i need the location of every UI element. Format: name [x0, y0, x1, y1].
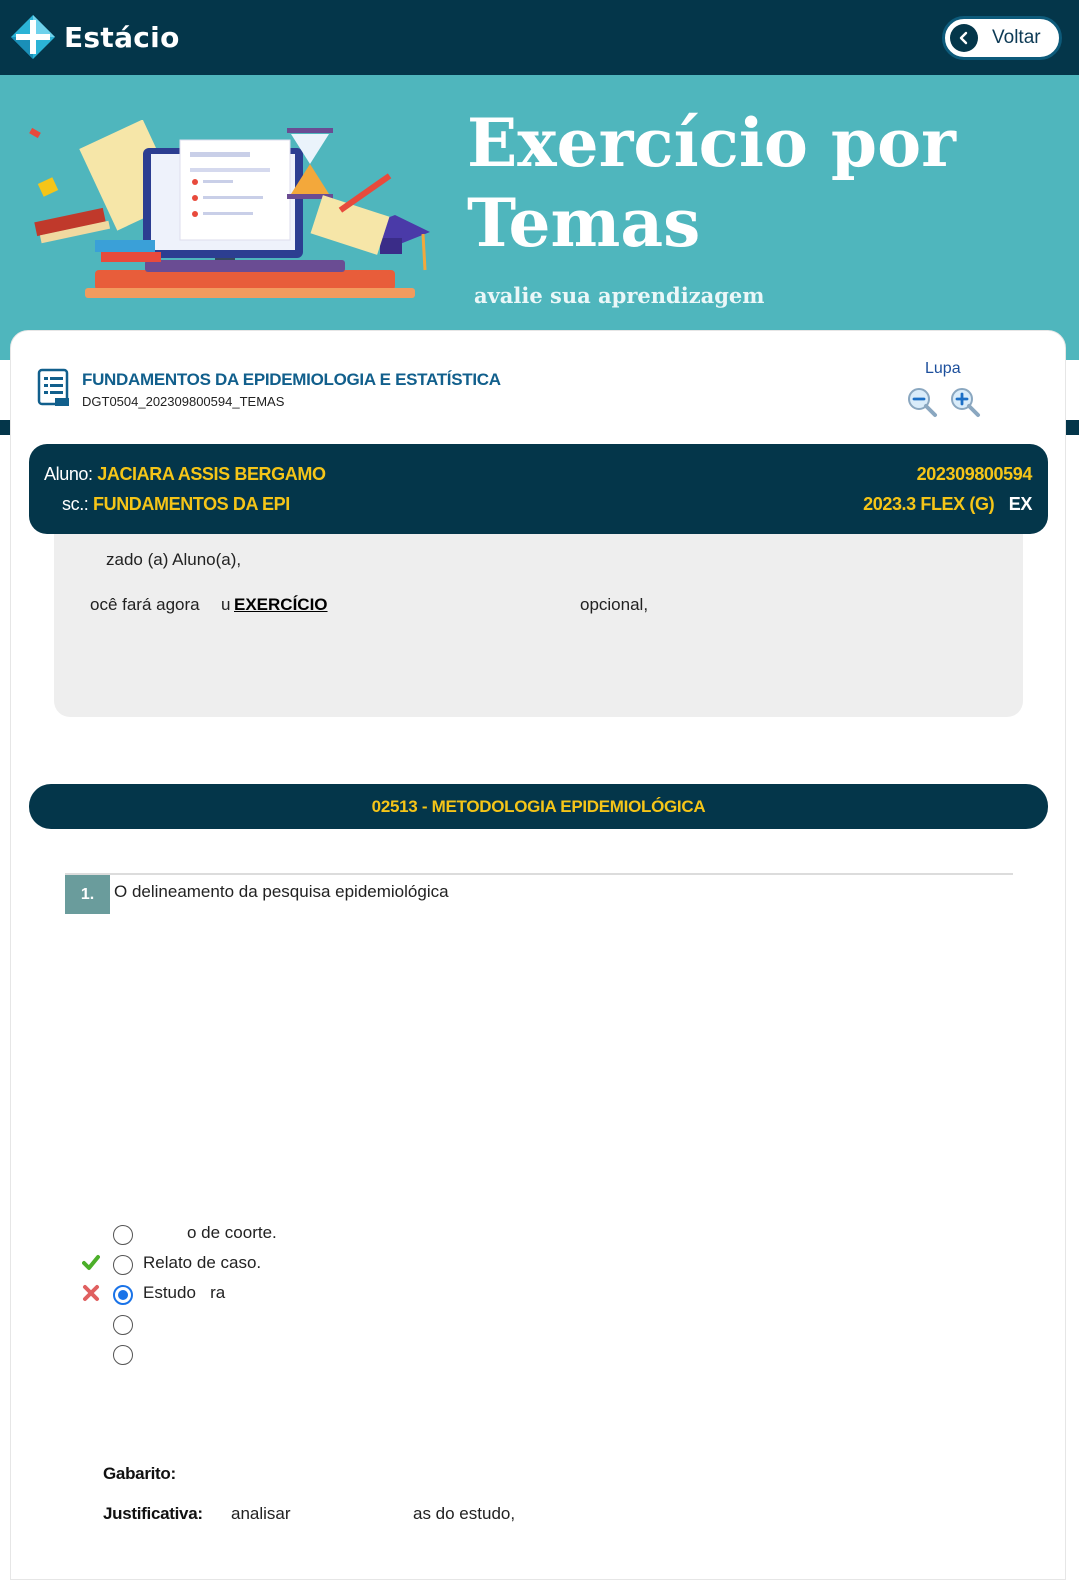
course-title: FUNDAMENTOS DA EPIDEMIOLOGIA E ESTATÍSTICA	[82, 370, 501, 389]
gabarito-label: Gabarito:	[103, 1464, 176, 1483]
option-radio-2[interactable]	[113, 1255, 133, 1275]
topic-header	[29, 784, 1048, 829]
discipline-row	[62, 494, 290, 515]
zoom-in-icon[interactable]	[949, 386, 981, 418]
question-divider	[65, 873, 1013, 875]
topic-label: 02513 - METODOLOGIA EPIDEMIOLÓGICA	[371, 796, 706, 816]
option-radio-1[interactable]	[113, 1225, 133, 1245]
back-label: Voltar	[992, 27, 1041, 48]
zoom-out-icon[interactable]	[906, 386, 938, 418]
option-text-2: Relato de caso.	[143, 1253, 262, 1272]
logo[interactable]	[10, 14, 180, 60]
student-info-bar	[29, 444, 1048, 534]
question-text: O delineamento da pesquisa epidemiológica	[114, 882, 449, 901]
hero-banner	[0, 75, 1079, 360]
exercise-list-icon	[37, 368, 71, 408]
student-row	[44, 464, 326, 485]
turma-row	[863, 494, 1032, 515]
wrong-mark-icon	[82, 1284, 100, 1302]
justificativa-label: Justificativa:	[103, 1504, 203, 1523]
option-text-1: o de coorte.	[187, 1223, 277, 1242]
student-matricula: 202309800594	[916, 464, 1032, 484]
banner-title: Exercício por Temas	[467, 104, 956, 262]
justificativa-text-part1: analisar	[231, 1504, 291, 1523]
lupa-label: Lupa	[925, 360, 961, 377]
discipline-label: sc.:	[62, 494, 89, 514]
turma-code: 2023.3 FLEX (G)	[863, 494, 995, 514]
option-radio-5[interactable]	[113, 1345, 133, 1365]
study-illustration	[25, 120, 445, 310]
option-radio-3[interactable]	[113, 1285, 133, 1305]
student-name: JACIARA ASSIS BERGAMO	[97, 464, 326, 484]
course-code: DGT0504_202309800594_TEMAS	[82, 394, 285, 409]
banner-subtitle: avalie sua aprendizagem	[474, 283, 765, 308]
discipline-name: FUNDAMENTOS DA EPI	[93, 494, 290, 514]
back-button[interactable]	[942, 16, 1062, 60]
option-text-3: Estudo ra	[143, 1283, 226, 1302]
top-bar	[0, 0, 1079, 75]
check-mark-icon	[82, 1254, 100, 1272]
student-label: Aluno:	[44, 464, 93, 484]
exercise-link[interactable]: EXERCÍCIO	[234, 595, 328, 614]
estacio-logo-icon	[10, 14, 56, 60]
intro-greeting: zado (a) Aluno(a),	[106, 550, 242, 569]
intro-line-part3: opcional,	[580, 595, 649, 614]
intro-line-part2: u	[221, 595, 231, 614]
option-radio-4[interactable]	[113, 1315, 133, 1335]
justificativa-text-part2: as do estudo,	[413, 1504, 516, 1523]
ex-label: EX	[1008, 494, 1032, 514]
chevron-left-icon	[950, 24, 978, 52]
question-number: 1.	[65, 875, 110, 914]
intro-line-part1: ocê fará agora	[90, 595, 200, 614]
brand-name: Estácio	[64, 20, 180, 54]
